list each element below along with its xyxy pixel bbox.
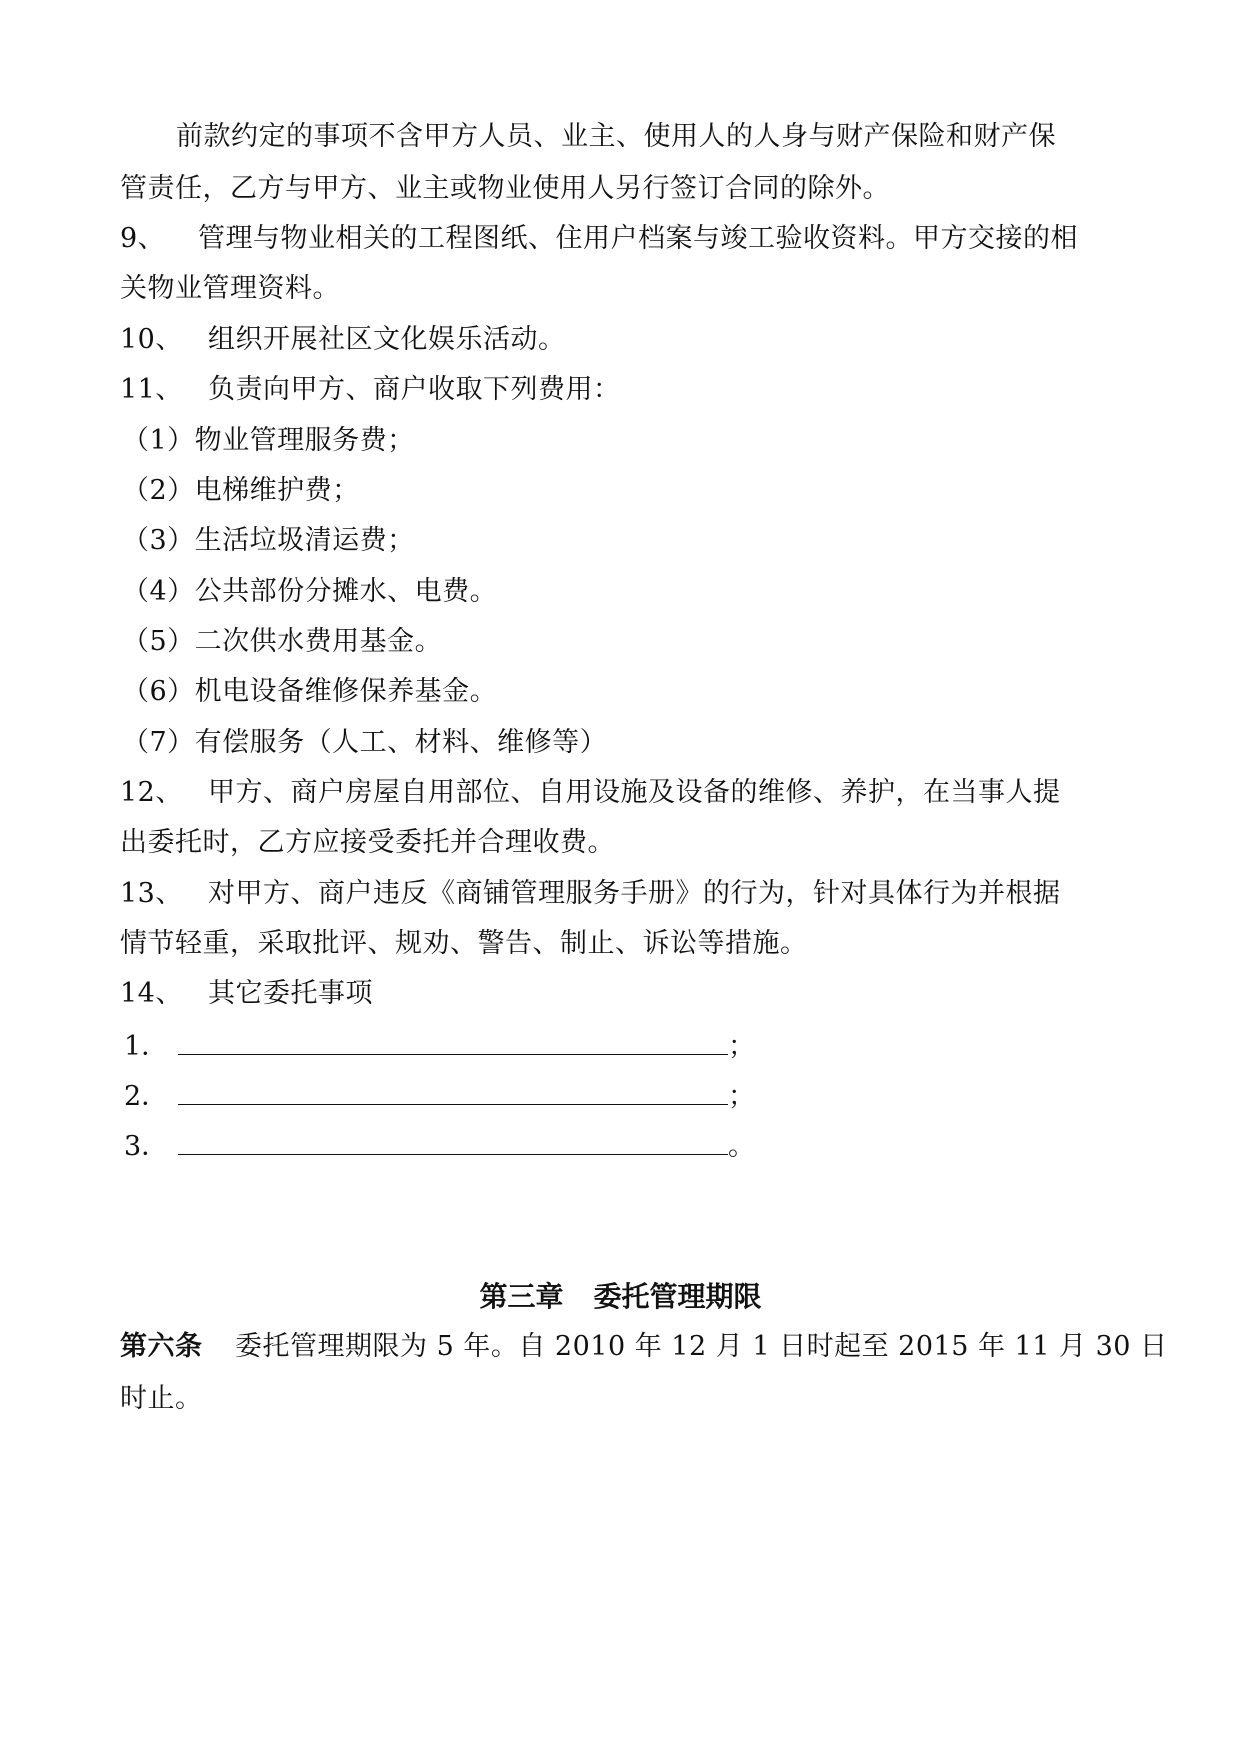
fill-in-blank-2 [124, 1078, 755, 1114]
item-text: 其它委托事项 [208, 978, 373, 1009]
blank-underline [178, 1078, 728, 1105]
blank-end: ； [728, 1081, 755, 1112]
fee-item: （2）电梯维护费； [122, 475, 360, 506]
item-text: 负责向甲方、商户收取下列费用： [208, 374, 621, 405]
fee-item: （5）二次供水费用基金。 [122, 626, 443, 657]
paragraph-line: 出委托时，乙方应接受委托并合理收费。 [120, 827, 615, 858]
blank-end: 。 [728, 1131, 755, 1162]
paragraph-line: 管责任，乙方与甲方、业主或物业使用人另行签订合同的除外。 [120, 173, 890, 204]
item-number: 10、 [120, 324, 183, 355]
paragraph-line: 前款约定的事项不含甲方人员、业主、使用人的人身与财产保险和财产保 [176, 121, 1056, 152]
item-text: 对甲方、商户违反《商铺管理服务手册》的行为，针对具体行为并根据 [208, 878, 1061, 909]
fee-item: （6）机电设备维修保养基金。 [122, 676, 498, 707]
blank-number: 1． [124, 1031, 169, 1062]
blank-number: 3． [124, 1131, 169, 1162]
item-text: 管理与物业相关的工程图纸、住用户档案与竣工验收资料。甲方交接的相 [198, 223, 1078, 254]
fill-in-blank-3 [124, 1128, 755, 1164]
blank-end: ； [728, 1031, 755, 1062]
list-item-13 [120, 877, 1061, 911]
fee-item: （7）有偿服务（人工、材料、维修等） [122, 727, 608, 758]
blank-number: 2． [124, 1081, 169, 1112]
list-item-10 [120, 323, 566, 357]
article-6 [120, 1330, 1168, 1364]
list-item-12 [120, 776, 1061, 810]
fee-item: （4）公共部份分摊水、电费。 [122, 576, 498, 607]
paragraph-line: 关物业管理资料。 [120, 273, 340, 304]
list-item-11 [120, 373, 621, 407]
fee-item: （1）物业管理服务费； [122, 425, 415, 456]
list-item-14 [120, 977, 373, 1011]
item-text: 组织开展社区文化娱乐活动。 [208, 324, 566, 355]
item-number: 13、 [120, 878, 183, 909]
article-text: 委托管理期限为 5 年。自 2010 年 12 月 1 日时起至 2015 年 11 月 30 日 [235, 1331, 1168, 1362]
fee-item: （3）生活垃圾清运费； [122, 525, 415, 556]
item-number: 12、 [120, 777, 183, 808]
chapter-heading [0, 1280, 1241, 1314]
chapter-title: 委托管理期限 [593, 1280, 762, 1313]
item-number: 14、 [120, 978, 183, 1009]
paragraph-line: 时止。 [120, 1383, 203, 1414]
list-item-9 [120, 222, 1078, 256]
fill-in-blank-1 [124, 1028, 755, 1064]
blank-underline [178, 1128, 728, 1155]
article-label: 第六条 [120, 1331, 203, 1362]
blank-underline [178, 1028, 728, 1055]
item-text: 甲方、商户房屋自用部位、自用设施及设备的维修、养护，在当事人提 [208, 777, 1061, 808]
item-number: 11、 [120, 374, 183, 405]
chapter-label: 第三章 [479, 1280, 564, 1313]
item-number: 9、 [120, 223, 166, 254]
paragraph-line: 情节轻重，采取批评、规劝、警告、制止、诉讼等措施。 [120, 928, 808, 959]
